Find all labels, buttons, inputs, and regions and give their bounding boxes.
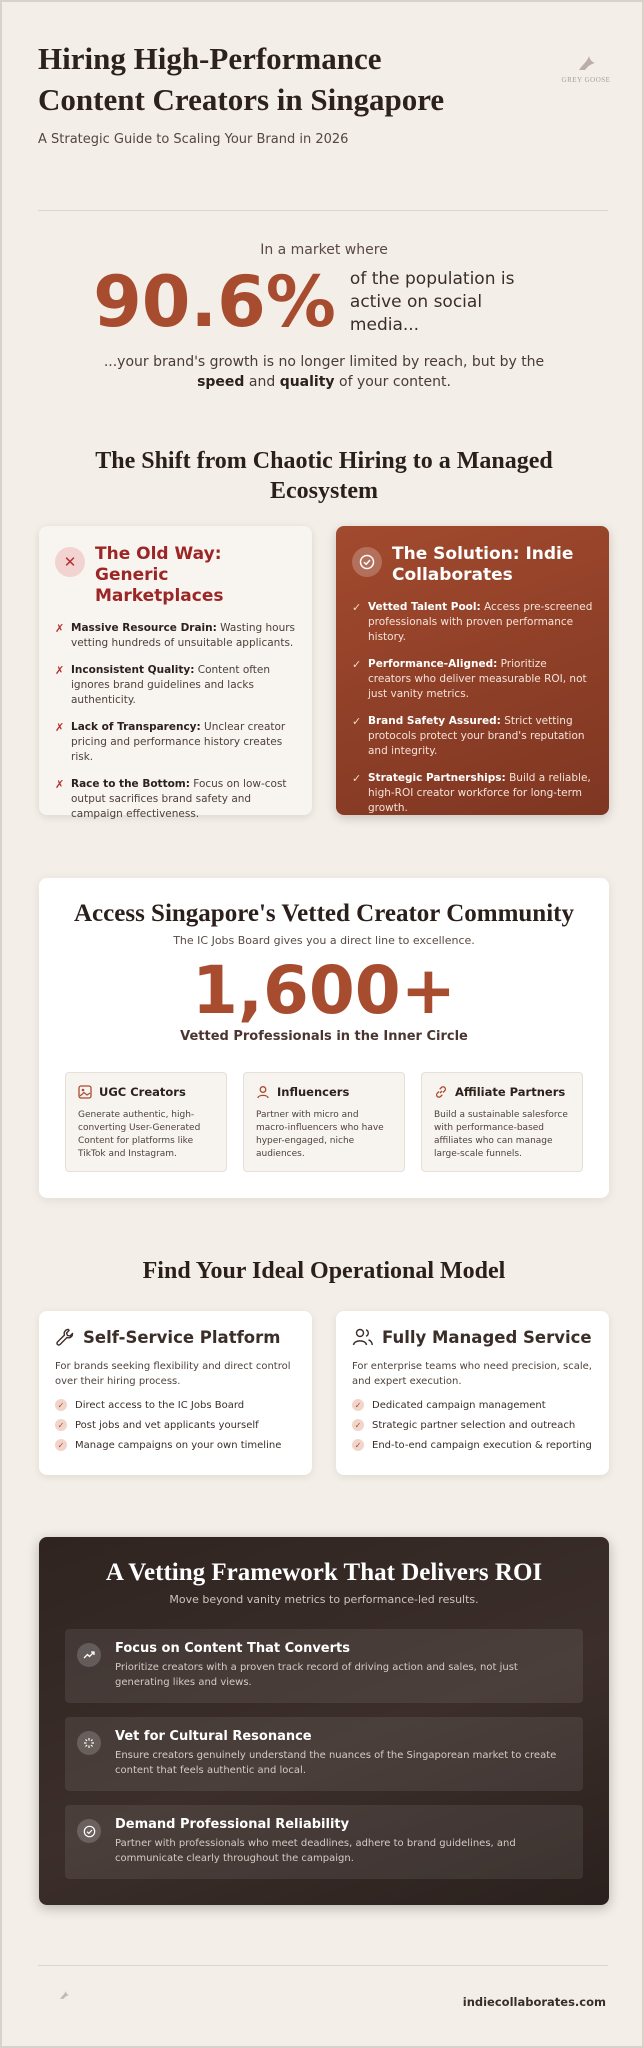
trending-up-icon — [77, 1643, 101, 1667]
footer-logo — [46, 1990, 82, 2002]
list-item-text — [71, 663, 296, 708]
list-item-text — [368, 600, 593, 645]
goose-icon — [57, 1990, 71, 2000]
list-item-text: Post jobs and vet applicants yourself — [75, 1419, 259, 1431]
old-way-list — [55, 621, 296, 822]
x-circle-icon: ✕ — [55, 547, 85, 577]
check-mark-icon: ✓ — [352, 772, 362, 785]
stat-tail-prefix: ...your brand's growth is no longer limited by reach, but by the — [103, 354, 545, 370]
x-mark-icon: ✗ — [55, 664, 65, 677]
x-mark-icon: ✗ — [55, 622, 65, 635]
influencers-title: Influencers — [277, 1085, 350, 1099]
ugc-creators-title: UGC Creators — [99, 1085, 186, 1099]
list-item-desc: Wasting hours vetting hundreds of unsuitable applicants. — [71, 622, 296, 649]
framework-item-title: Focus on Content That Converts — [115, 1641, 350, 1656]
check-circle-icon — [77, 1819, 101, 1843]
list-item-bold: Race to the Bottom: — [71, 778, 190, 790]
list-item-desc: Focus on low-cost output sacrifices brand safety and campaign effectiveness. — [71, 778, 287, 820]
affiliate-partners-title: Affiliate Partners — [455, 1085, 566, 1099]
self-service-list — [55, 1399, 296, 1451]
list-item-bold: Vetted Talent Pool: — [368, 601, 481, 613]
list-item-bold: Massive Resource Drain: — [71, 622, 217, 634]
check-icon: ✓ — [352, 1439, 364, 1451]
x-mark-icon: ✗ — [55, 721, 65, 734]
list-item-desc: Content often ignores brand guidelines and lacks authenticity. — [71, 664, 271, 706]
list-item-bold: Performance-Aligned: — [368, 658, 498, 670]
list-item-desc: Unclear creator pricing and performance history creates risk. — [71, 721, 286, 763]
list-item-text: Strategic partner selection and outreach — [372, 1419, 576, 1431]
affiliate-partners-text: Build a sustainable salesforce with performance-based affiliates who can manage large-scale funnels. — [434, 1110, 568, 1159]
framework-title: A Vetting Framework That Delivers ROI — [105, 1559, 543, 1586]
brand-logo — [556, 54, 616, 84]
managed-service-card — [336, 1311, 609, 1475]
stat-lead: In a market where — [260, 242, 388, 258]
check-mark-icon: ✓ — [352, 658, 362, 671]
framework-card — [39, 1537, 609, 1905]
list-item-text: End-to-end campaign execution & reporting — [372, 1439, 592, 1451]
list-item — [352, 714, 593, 759]
list-item — [352, 771, 593, 816]
shift-section-title: The Shift from Chaotic Hiring to a Managed Ecosystem — [95, 448, 553, 504]
framework-item-cultural — [65, 1717, 583, 1791]
page-subtitle: A Strategic Guide to Scaling Your Brand in 2026 — [38, 132, 349, 147]
list-item-bold: Lack of Transparency: — [71, 721, 201, 733]
page-title: Hiring High-Performance Content Creators in Singapore — [38, 41, 445, 117]
list-item — [55, 1439, 296, 1451]
influencers-card — [243, 1072, 405, 1172]
affiliate-partners-card — [421, 1072, 583, 1172]
list-item-text — [71, 720, 296, 765]
list-item — [352, 600, 593, 645]
managed-service-list — [352, 1399, 593, 1451]
models-section-title: Find Your Ideal Operational Model — [142, 1258, 506, 1284]
framework-item-title: Vet for Cultural Resonance — [115, 1729, 312, 1744]
logo-text: GREY GOOSE — [561, 76, 611, 84]
stat-tail-mid: and — [244, 374, 280, 390]
list-item — [55, 1419, 296, 1431]
list-item-desc: Build a reliable, high-ROI creator workforce for long-term growth. — [368, 772, 591, 814]
list-item-desc: Strict vetting protocols protect your brand's reputation and integrity. — [368, 715, 585, 757]
managed-service-desc: For enterprise teams who need precision, scale, and expert execution. — [352, 1361, 592, 1387]
list-item-text — [368, 714, 593, 759]
list-item-bold: Brand Safety Assured: — [368, 715, 501, 727]
x-mark-icon: ✗ — [55, 778, 65, 791]
stat-value: 90.6% — [93, 261, 336, 343]
check-icon: ✓ — [55, 1419, 67, 1431]
list-item — [55, 621, 296, 651]
self-service-card — [39, 1311, 312, 1475]
list-item-bold: Strategic Partnerships: — [368, 772, 506, 784]
framework-item-title: Demand Professional Reliability — [115, 1817, 350, 1832]
list-item-text: Manage campaigns on your own timeline — [75, 1439, 282, 1451]
check-icon: ✓ — [352, 1399, 364, 1411]
header — [38, 38, 610, 147]
list-item — [352, 1399, 593, 1411]
sparkle-icon — [77, 1731, 101, 1755]
check-circle-icon — [352, 547, 382, 577]
list-item — [55, 720, 296, 765]
framework-item-text: Partner with professionals who meet deadlines, adhere to brand guidelines, and communicate clearly throughout the campaign. — [115, 1838, 516, 1864]
framework-item-converts — [65, 1629, 583, 1703]
stat-block — [2, 242, 644, 392]
list-item-text: Dedicated campaign management — [372, 1399, 546, 1411]
framework-item-text: Prioritize creators with a proven track record of driving action and sales, not just generating likes and views. — [115, 1662, 518, 1688]
list-item — [55, 1399, 296, 1411]
check-mark-icon: ✓ — [352, 715, 362, 728]
list-item-text — [71, 777, 296, 822]
list-item-text — [368, 657, 593, 702]
community-card — [39, 878, 609, 1198]
self-service-desc: For brands seeking flexibility and direct control over their hiring process. — [55, 1361, 291, 1387]
footer-url-link[interactable]: indiecollaborates.com — [462, 1995, 606, 2009]
ugc-creators-text: Generate authentic, high-converting User-Generated Content for platforms like TikTok and Instagram. — [78, 1110, 201, 1159]
framework-item-text: Ensure creators genuinely understand the nuances of the Singaporean market to create content that feels authentic and local. — [115, 1750, 557, 1776]
old-way-card — [39, 526, 312, 820]
list-item-desc: Access pre-screened professionals with proven performance history. — [368, 601, 593, 643]
framework-subtitle: Move beyond vanity metrics to performance-led results. — [169, 1593, 479, 1606]
users-icon — [352, 1327, 374, 1347]
check-icon: ✓ — [55, 1399, 67, 1411]
ugc-creators-card — [65, 1072, 227, 1172]
link-icon — [434, 1085, 448, 1099]
stat-tail — [89, 352, 559, 392]
list-item — [55, 663, 296, 708]
community-count: 1,600+ — [191, 952, 457, 1029]
managed-service-heading: Fully Managed Service — [382, 1327, 592, 1347]
wrench-icon — [55, 1327, 75, 1347]
user-icon — [256, 1085, 270, 1099]
old-way-heading: The Old Way: Generic Marketplaces — [95, 544, 224, 606]
list-item — [55, 777, 296, 822]
stat-tail-suffix: of your content. — [334, 374, 451, 390]
solution-heading: The Solution: Indie Collaborates — [392, 544, 574, 585]
community-title: Access Singapore's Vetted Creator Community — [74, 900, 574, 927]
framework-item-reliability — [65, 1805, 583, 1879]
self-service-heading: Self-Service Platform — [83, 1327, 281, 1347]
solution-card — [336, 526, 609, 815]
list-item-bold: Inconsistent Quality: — [71, 664, 195, 676]
list-item-desc: Prioritize creators who deliver measurable ROI, not just vanity metrics. — [368, 658, 587, 700]
check-icon: ✓ — [55, 1439, 67, 1451]
footer-divider — [38, 1965, 608, 1966]
divider — [38, 210, 608, 211]
list-item-text — [71, 621, 296, 651]
list-item-text: Direct access to the IC Jobs Board — [75, 1399, 245, 1411]
goose-icon — [575, 54, 597, 72]
list-item — [352, 657, 593, 702]
community-count-label: Vetted Professionals in the Inner Circle — [180, 1029, 468, 1044]
image-icon — [78, 1085, 92, 1099]
stat-tail-speed: speed — [197, 374, 245, 390]
check-icon: ✓ — [352, 1419, 364, 1431]
community-subtitle: The IC Jobs Board gives you a direct line to excellence. — [173, 934, 475, 947]
solution-list — [352, 600, 593, 816]
influencers-text: Partner with micro and macro-influencers who have hyper-engaged, niche audiences. — [256, 1110, 384, 1159]
list-item-text — [368, 771, 593, 816]
stat-side-text: of the population is active on social media... — [349, 268, 515, 335]
stat-tail-quality: quality — [279, 374, 335, 390]
list-item — [352, 1419, 593, 1431]
check-mark-icon: ✓ — [352, 601, 362, 614]
list-item — [352, 1439, 593, 1451]
